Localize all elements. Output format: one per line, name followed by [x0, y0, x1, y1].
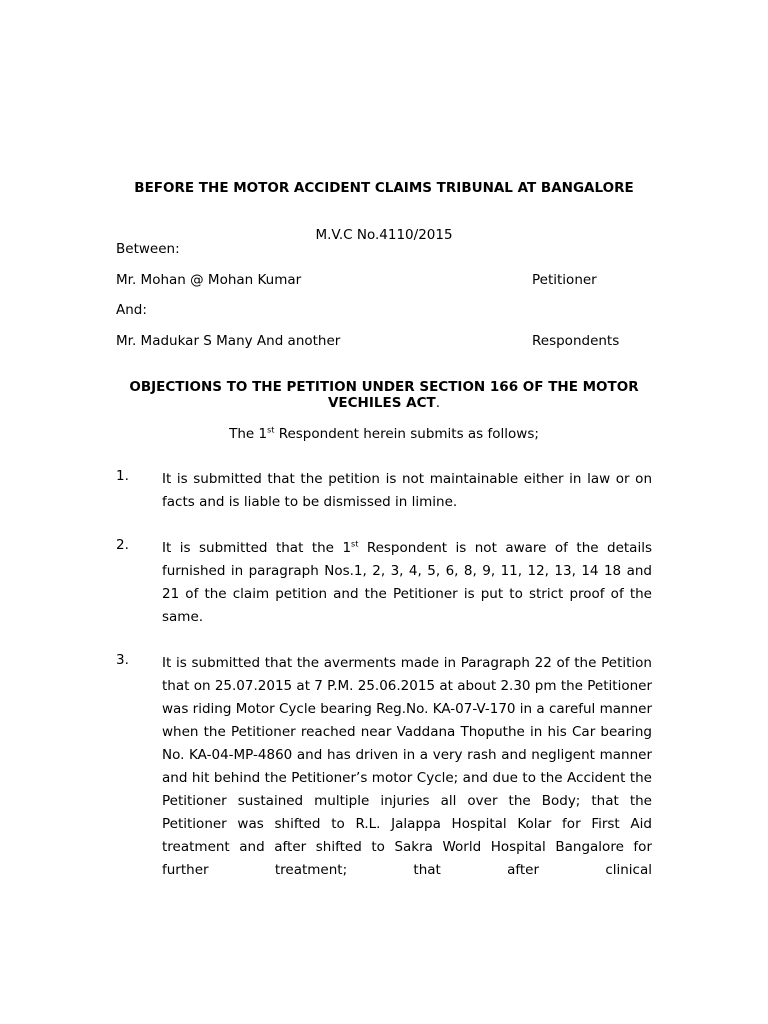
- paragraph-number: 1.: [116, 468, 129, 484]
- paragraph-text: It is submitted that the petition is not maintainable either in law or on facts and is liable to be dismissed in limine.: [162, 471, 652, 510]
- intro-pre: The 1: [229, 426, 268, 442]
- paragraph-3: [116, 652, 652, 882]
- respondent-name: Mr. Madukar S Many And another: [116, 333, 341, 349]
- case-number: M.V.C No.4110/2015: [315, 227, 453, 243]
- paragraph-2: [116, 537, 652, 629]
- intro-sup: st: [267, 425, 275, 435]
- objection-title-period: .: [435, 395, 440, 411]
- petitioner-name: Mr. Mohan @ Mohan Kumar: [116, 272, 302, 288]
- objection-title: [116, 379, 652, 411]
- and-label: And:: [116, 302, 147, 318]
- paragraph-text-pre: It is submitted that the 1: [162, 540, 352, 556]
- paragraph-1: [116, 468, 652, 514]
- court-title: BEFORE THE MOTOR ACCIDENT CLAIMS TRIBUNAL AT BANGALORE: [134, 180, 634, 196]
- paragraph-text: It is submitted that the averments made in Paragraph 22 of the Petition that on 25.07.2015 at 7 P.M. 25.06.2015 at about 2.30 pm the Petitioner was riding Motor Cycle bearing Reg.No. KA-07-V-170 in a careful manner when the Petitioner reached near Vaddana Thoputhe in his Car bearing No. KA-04-MP-4860 and has driven in a very rash and negligent manner and hit behind the Petitioner’s motor Cycle; and due to the Accident the Petitioner sustained multiple injuries all over the Body; that the Petitioner was shifted to R.L. Jalappa Hospital Kolar for First Aid treatment and after shifted to Sakra World Hospital Bangalore for further treatment; that after clinical: [162, 655, 652, 878]
- intro-statement: [116, 426, 652, 442]
- paragraph-number: 2.: [116, 537, 129, 553]
- paragraph-text-sup: st: [351, 539, 359, 549]
- paragraph-text-post: Respondent is not aware of the details furnished in paragraph Nos.1, 2, 3, 4, 5, 6, 8, 9, 11, 12, 13, 14 18 and 21 of the claim petition and the Petitioner is put to strict proof of the same.: [162, 540, 652, 625]
- intro-post: Respondent herein submits as follows;: [274, 426, 539, 442]
- paragraph-number: 3.: [116, 652, 129, 668]
- between-label: Between:: [116, 241, 180, 257]
- paragraph-text: [162, 537, 652, 629]
- respondent-role: Respondents: [532, 333, 620, 349]
- objection-title-text: OBJECTIONS TO THE PETITION UNDER SECTION 166 OF THE MOTOR VECHILES ACT: [129, 379, 639, 411]
- petitioner-role: Petitioner: [532, 272, 597, 288]
